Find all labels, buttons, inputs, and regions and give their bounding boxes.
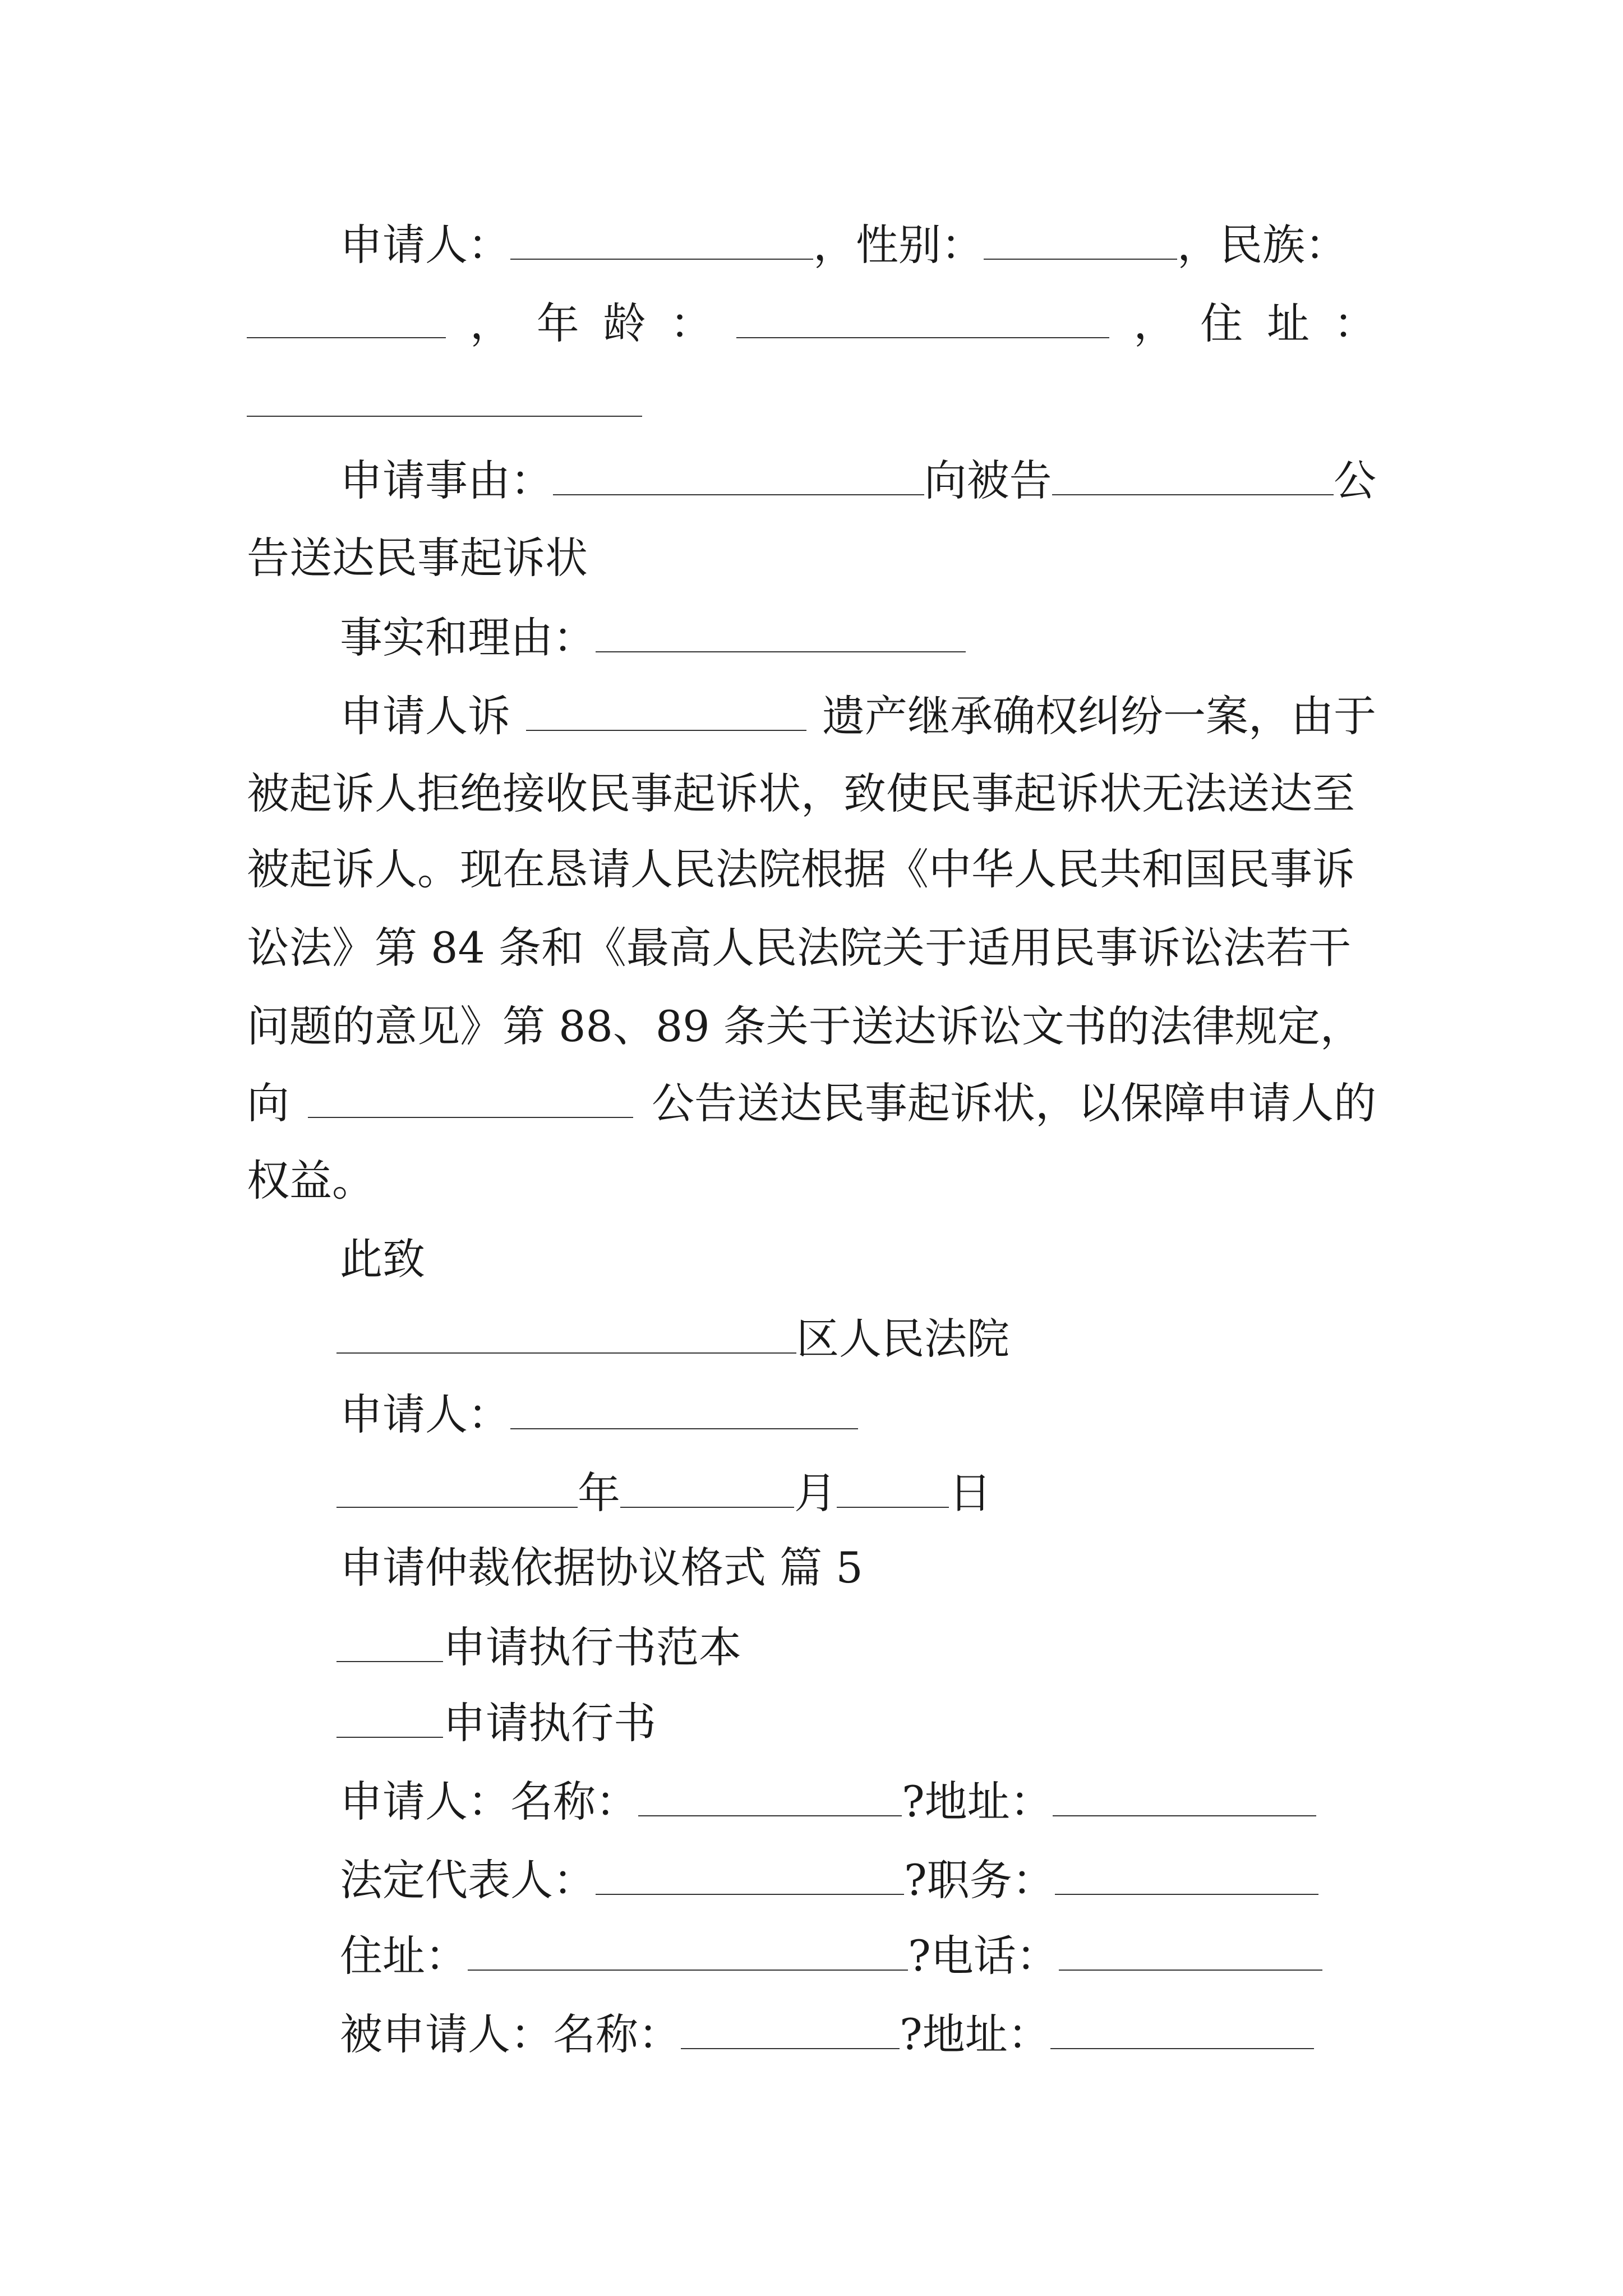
application-reason-continued <box>247 530 1376 586</box>
address-line <box>247 373 1376 429</box>
section-heading <box>340 1540 1376 1596</box>
body-paragraph-line-2 <box>247 766 1376 822</box>
ethnicity-label: ，民族： <box>1177 220 1348 270</box>
address-label: ?地址： <box>900 2009 1050 2059</box>
text: 讼法》第 84 条和《最高人民法院关于适用民事诉讼法若干 <box>247 923 1352 973</box>
gender-label: ，性别： <box>813 220 984 270</box>
text: 申请仲裁依据协议格式 篇 5 <box>340 1543 863 1593</box>
applicant-signature-blank <box>510 1386 858 1429</box>
application-reason-line <box>340 452 1376 508</box>
sample-title-line <box>336 1618 1376 1674</box>
body-paragraph-line-1 <box>340 687 1376 743</box>
applicant-label: 申请人： <box>340 220 510 270</box>
colon: ： <box>1333 298 1376 348</box>
legal-rep-line <box>340 1851 1376 1907</box>
title-blank <box>336 1618 443 1662</box>
residence-blank <box>468 1927 908 1971</box>
text: 问题的意见》第 88、89 条关于送达诉讼文书的法律规定， <box>247 1001 1363 1051</box>
age-label-char-2: 龄 <box>603 298 646 348</box>
body-paragraph-line-7 <box>247 1153 1376 1209</box>
text: 被起诉人拒绝接收民事起诉状，致使民事起诉状无法送达至 <box>247 769 1355 818</box>
text: 公告送达民事起诉状，以保障申请人的 <box>652 1078 1376 1128</box>
signature-applicant-line <box>340 1386 1376 1442</box>
colon: ： <box>670 298 713 348</box>
ethnicity-blank <box>247 295 446 338</box>
age-blank <box>736 295 1109 338</box>
applicant-label: 申请人： <box>340 1389 510 1439</box>
public-char: 公 <box>1334 455 1376 505</box>
body-paragraph-line-4 <box>247 920 1376 976</box>
residence-label: 住址： <box>340 1931 468 1981</box>
body-paragraph-line-6 <box>247 1074 1376 1130</box>
text: 申请执行书范本 <box>443 1622 741 1672</box>
recipient-blank <box>308 1074 633 1118</box>
text: 此致 <box>340 1234 425 1284</box>
text: 遗产继承确权纠纷一案，由于 <box>822 691 1376 741</box>
title-blank <box>336 1694 443 1738</box>
address-blank <box>247 373 642 417</box>
facts-reasons-label: 事实和理由： <box>340 613 596 662</box>
month-label: 月 <box>794 1468 837 1518</box>
comma: ， <box>469 298 513 348</box>
respondent-name-label: 被申请人：名称： <box>340 2009 681 2059</box>
salutation <box>340 1231 1376 1287</box>
respondent-name-blank <box>681 2005 900 2049</box>
applicant-name-label: 申请人：名称： <box>340 1777 638 1826</box>
phone-label: ?电话： <box>908 1931 1059 1981</box>
court-line <box>336 1310 1376 1366</box>
day-label: 日 <box>949 1468 992 1518</box>
text: 申请人诉 <box>340 691 510 741</box>
month-blank <box>620 1464 794 1508</box>
defendant-blank <box>1052 452 1334 495</box>
address-label-char-2: 址 <box>1267 298 1310 348</box>
comma: ， <box>1133 298 1177 348</box>
applicant-name-address-line <box>340 1773 1376 1829</box>
phone-blank <box>1059 1927 1322 1971</box>
address-label-char-1: 住 <box>1200 298 1243 348</box>
date-line <box>336 1464 1376 1520</box>
court-label: 区人民法院 <box>796 1314 1009 1364</box>
text: 权益。 <box>247 1156 375 1205</box>
facts-reasons-blank <box>596 609 966 652</box>
body-paragraph-line-3 <box>247 841 1376 898</box>
gender-blank <box>984 216 1177 260</box>
age-label-char-1: 年 <box>536 298 579 348</box>
text: 告送达民事起诉状 <box>247 533 588 583</box>
document-title-line <box>336 1694 1376 1750</box>
body-paragraph-line-5 <box>247 999 1376 1055</box>
applicant-info-line-1 <box>340 216 1376 272</box>
position-blank <box>1055 1851 1318 1895</box>
legal-rep-blank <box>596 1851 904 1895</box>
address-blank <box>1053 1773 1316 1816</box>
applicant-name-blank <box>638 1773 902 1816</box>
day-blank <box>837 1464 949 1508</box>
to-defendant-label: 向被告 <box>924 455 1052 505</box>
court-blank <box>336 1310 796 1354</box>
residence-phone-line <box>340 1927 1376 1983</box>
application-reason-label: 申请事由： <box>340 455 553 505</box>
year-label: 年 <box>578 1468 620 1518</box>
text: 被起诉人。现在恳请人民法院根据《中华人民共和国民事诉 <box>247 844 1355 894</box>
address-blank <box>1050 2005 1314 2049</box>
position-label: ?职务： <box>904 1855 1055 1905</box>
text: 申请执行书 <box>443 1698 656 1748</box>
legal-rep-label: 法定代表人： <box>340 1855 596 1905</box>
text: 向 <box>247 1078 289 1128</box>
respondent-name-address-line <box>340 2005 1376 2062</box>
address-label: ?地址： <box>902 1777 1053 1826</box>
application-reason-blank <box>553 452 924 495</box>
applicant-name-blank <box>510 216 813 260</box>
party-blank <box>526 687 806 731</box>
facts-reasons-line <box>340 609 1376 665</box>
applicant-info-line-2 <box>247 295 1376 351</box>
year-blank <box>336 1464 578 1508</box>
